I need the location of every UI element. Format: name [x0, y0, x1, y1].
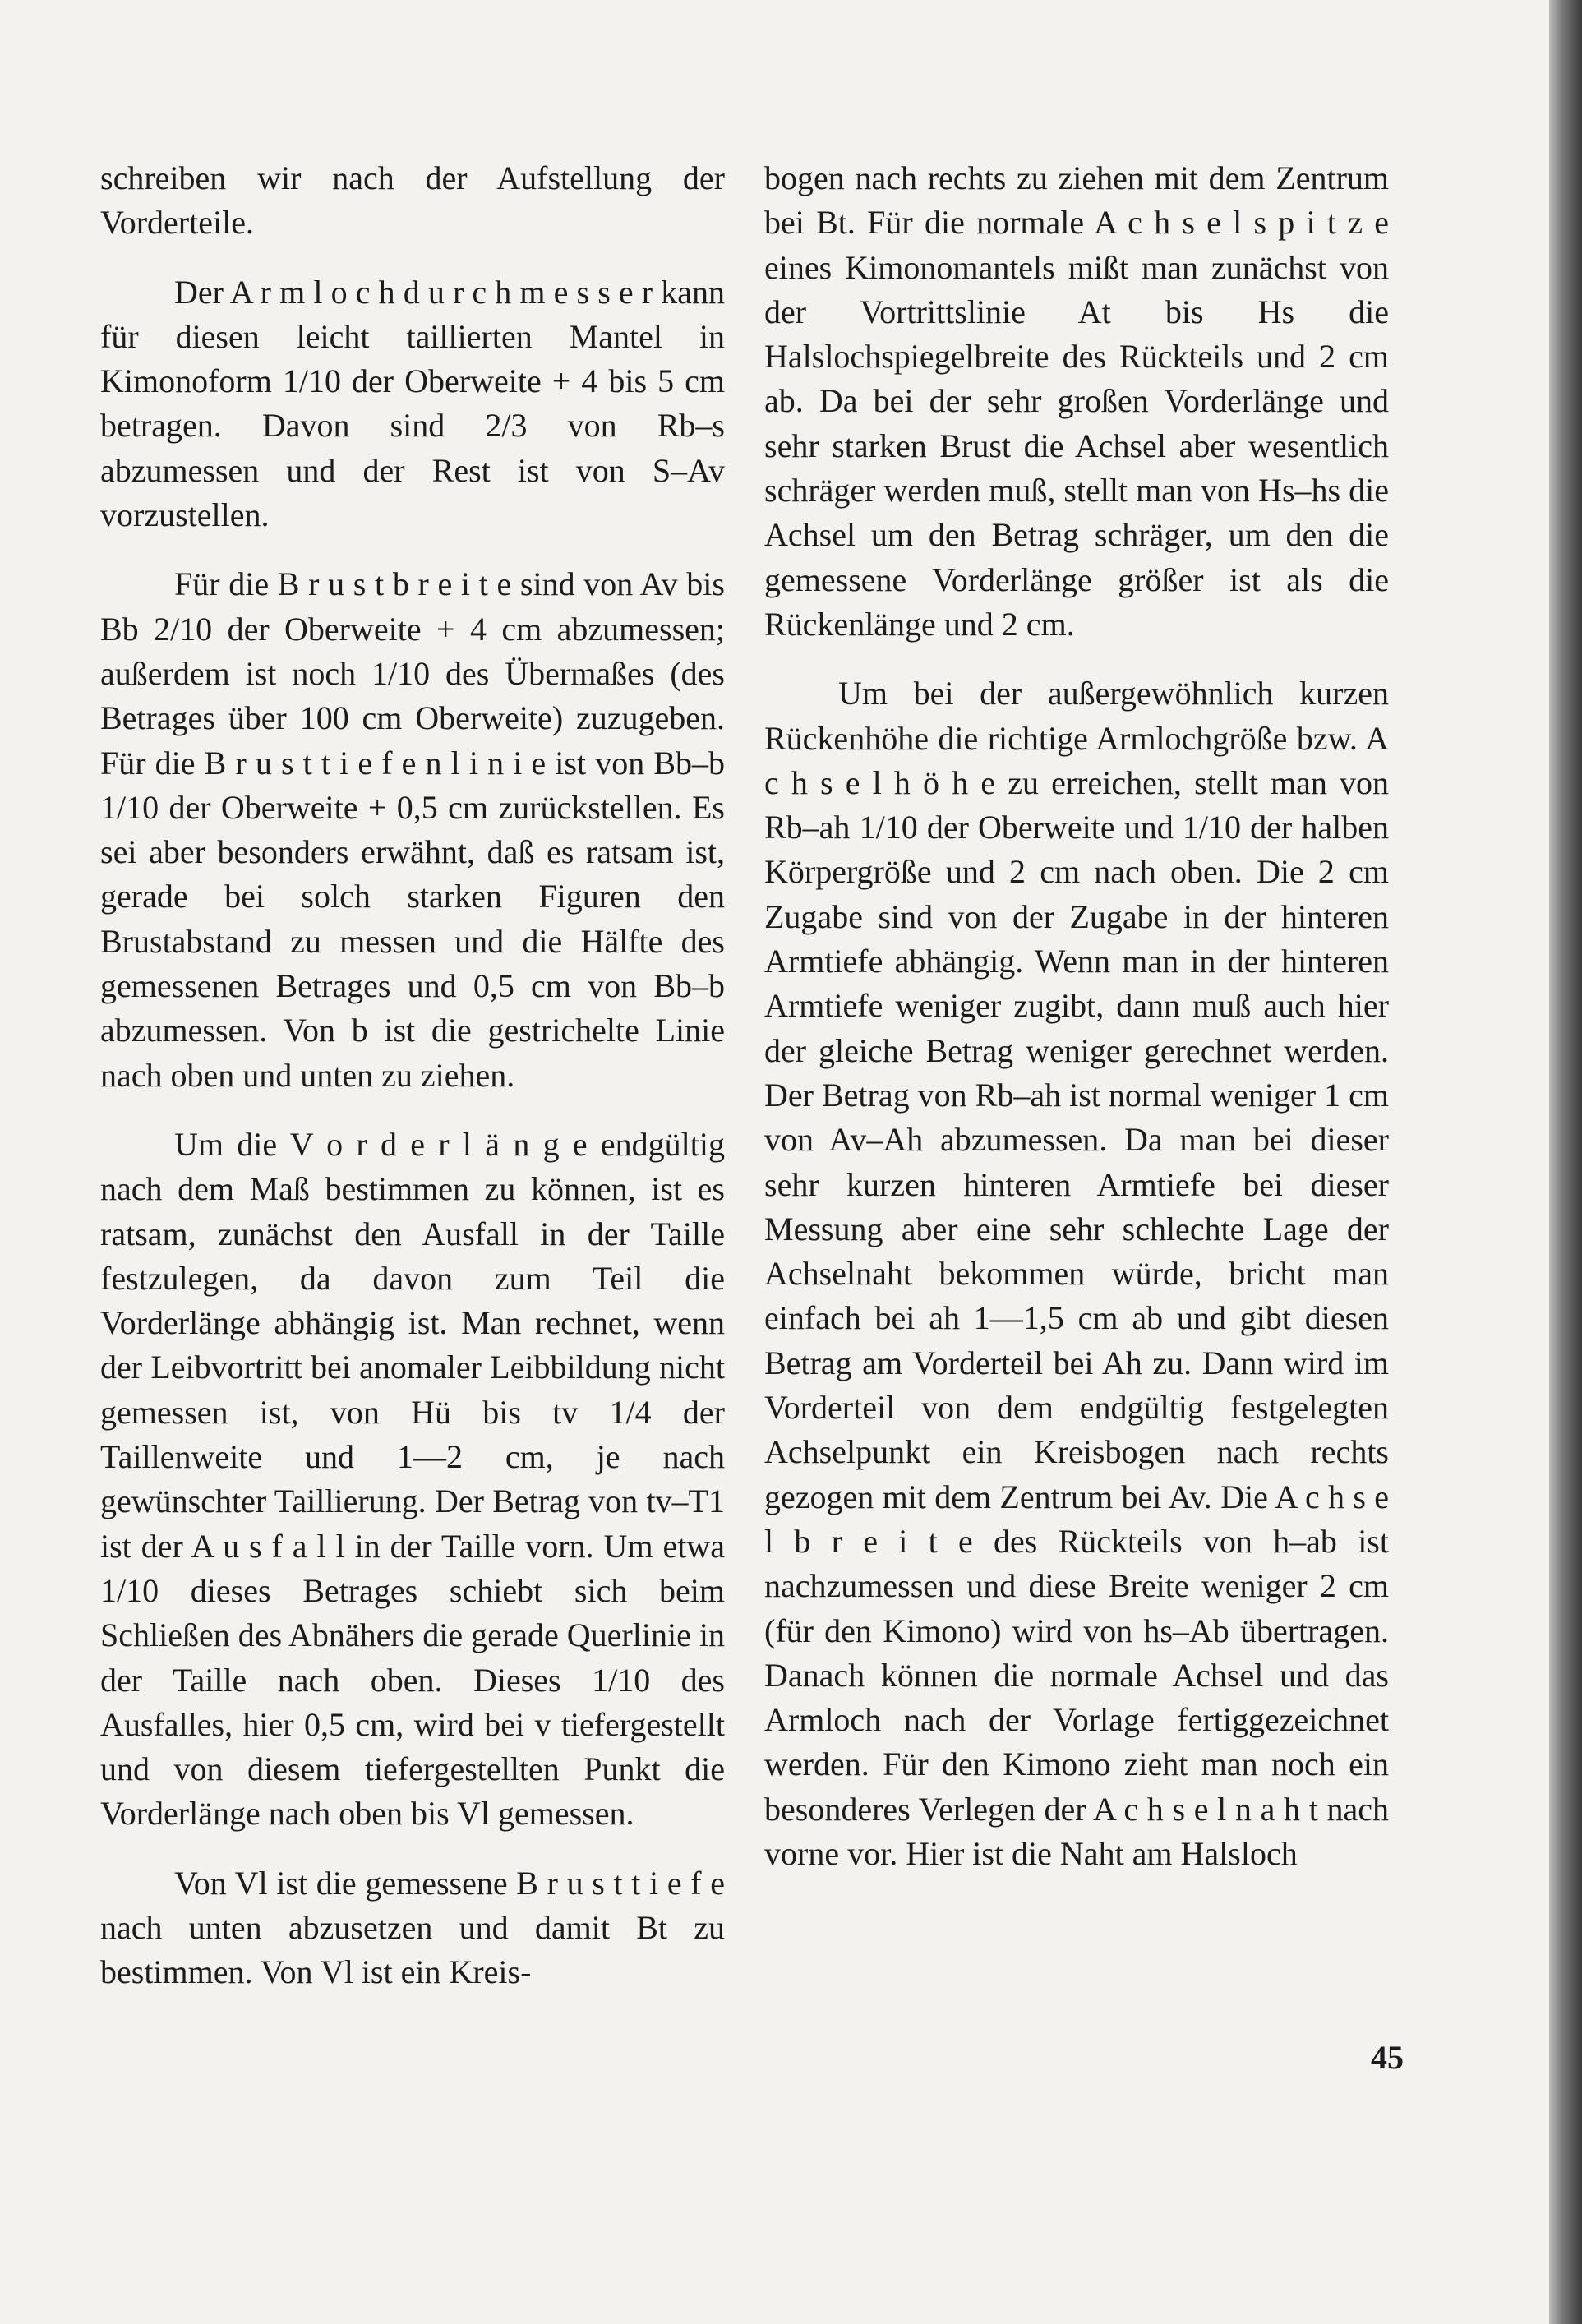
- paragraph: Für die B r u s t b r e i t e sind von Av bis Bb 2/10 der Oberweite + 4 cm abzumessen; außerdem ist noch 1/10 des Übermaßes (des Betrages über 100 cm Oberweite) zuzugeben. Für die B r u s t t i e f e n l i n i e ist von Bb–b 1/10 der Oberweite + 0,5 cm zurückstellen. Es sei aber besonders erwähnt, daß es ratsam ist, gerade bei solch starken Figuren den Brustabstand zu messen und die Hälfte des gemessenen Betrages und 0,5 cm von Bb–b abzumessen. Von b ist die gestrichelte Linie nach oben und unten zu ziehen.: [100, 565, 725, 1094]
- page-number: 45: [1371, 2039, 1404, 2076]
- right-text-column: [764, 156, 1389, 1901]
- paragraph: Der A r m l o c h d u r c h m e s s e r kann für diesen leicht taillierten Mantel in Kimonoform 1/10 der Oberweite + 4 bis 5 cm betragen. Davon sind 2/3 von Rb–s abzumessen und der Rest ist von S–Av vorzustellen.: [100, 273, 725, 534]
- paragraph: bogen nach rechts zu ziehen mit dem Zentrum bei Bt. Für die normale A c h s e l s p i t z e eines Kimonomantels mißt man zunächst von der Vortrittslinie At bis Hs die Halslochspiegelbreite des Rückteils und 2 cm ab. Da bei der sehr großen Vorderlänge und sehr starken Brust die Achsel aber wesentlich schräger werden muß, stellt man von Hs–hs die Achsel um den Betrag schräger, um den die gemessene Vorderlänge größer ist als die Rückenlänge und 2 cm.: [764, 159, 1389, 643]
- page-edge-shadow: [1549, 0, 1582, 2324]
- left-text-column: [100, 156, 725, 2020]
- paragraph: Um die V o r d e r l ä n g e endgültig nach dem Maß bestimmen zu können, ist es ratsam, zunächst den Ausfall in der Taille festzulegen, da davon zum Teil die Vorderlänge abhängig ist. Man rechnet, wenn der Leibvortritt bei anomaler Leibbildung nicht gemessen ist, von Hü bis tv 1/4 der Taillenweite und 1—2 cm, je nach gewünschter Taillierung. Der Betrag von tv–T1 ist der A u s f a l l in der Taille vorn. Um etwa 1/10 dieses Betrages schiebt sich beim Schließen des Abnähers die gerade Querlinie in der Taille nach oben. Dieses 1/10 des Ausfalles, hier 0,5 cm, wird bei v tiefergestellt und von diesem tiefergestellten Punkt die Vorderlänge nach oben bis Vl gemessen.: [100, 1125, 725, 1833]
- paragraph: schreiben wir nach der Aufstellung der Vorderteile.: [100, 159, 725, 242]
- paragraph: Um bei der außergewöhnlich kurzen Rückenhöhe die richtige Armlochgröße bzw. A c h s e l h ö h e zu erreichen, stellt man von Rb–ah 1/10 der Oberweite und 1/10 der halben Körpergröße und 2 cm nach oben. Die 2 cm Zugabe sind von der Zugabe in der hinteren Armtiefe abhängig. Wenn man in der hinteren Armtiefe weniger zugibt, dann muß auch hier der gleiche Betrag weniger gerechnet werden. Der Betrag von Rb–ah ist normal weniger 1 cm von Av–Ah abzumessen. Da man bei dieser sehr kurzen hinteren Armtiefe bei dieser Messung aber eine sehr schlechte Lage der Achselnaht bekommen würde, bricht man einfach bei ah 1—1,5 cm ab und gibt diesen Betrag am Vorderteil bei Ah zu. Dann wird im Vorderteil von dem endgültig festgelegten Achselpunkt ein Kreisbogen nach rechts gezogen mit dem Zentrum bei Av. Die A c h s e l b r e i t e des Rückteils von h–ab ist nachzumessen und diese Breite weniger 2 cm (für den Kimono) wird von hs–Ab übertragen. Danach können die normale Achsel und das Armloch nach der Vorlage fertiggezeichnet werden. Für den Kimono zieht man noch ein besonderes Verlegen der A c h s e l n a h t nach vorne vor. Hier ist die Naht am Halsloch: [764, 675, 1389, 1872]
- paragraph: Von Vl ist die gemessene B r u s t t i e f e nach unten abzusetzen und damit Bt zu bestimmen. Von Vl ist ein Kreis-: [100, 1864, 725, 1991]
